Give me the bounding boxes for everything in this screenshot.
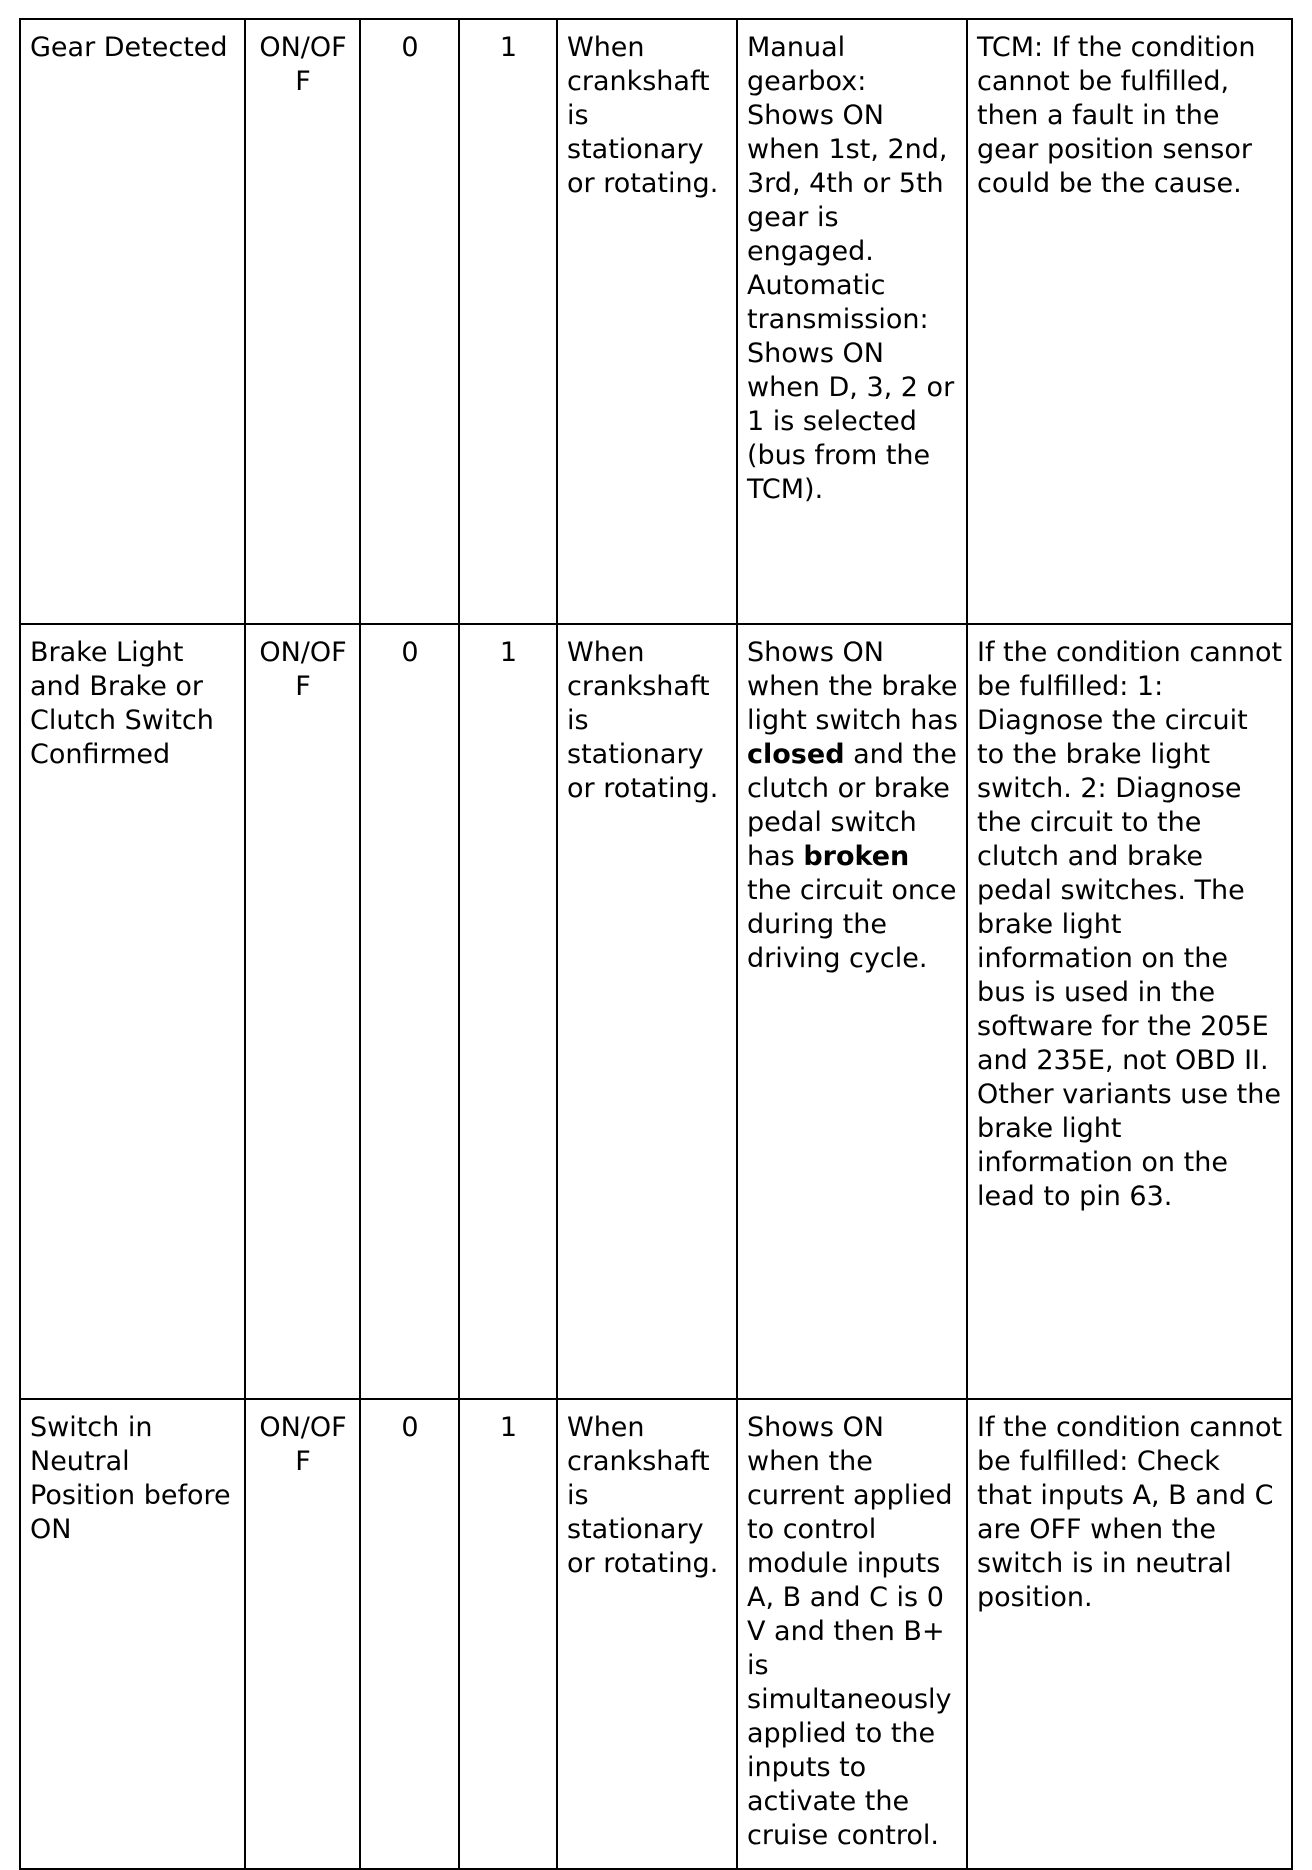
description-text: Manual gearbox: Shows ON when 1st, 2nd, 3rd, 4th or 5th gear is engaged. Automatic transmission: Shows ON when D, 3, 2 or 1 is selected (bus from the TCM).: [747, 32, 955, 505]
description-text: Shows ON when the current applied to control module inputs A, B and C is 0 V and then B+ is simultaneously applied to the inputs to activate the cruise control.: [747, 1412, 953, 1851]
description-emphasis: closed: [747, 739, 845, 770]
max-value-cell: 1: [459, 19, 557, 624]
table-row: [20, 19, 1292, 624]
min-value-cell: 0: [360, 19, 459, 624]
signal-name-cell: Brake Light and Brake or Clutch Switch Confirmed: [20, 624, 245, 1399]
description-cell: [737, 19, 967, 624]
description-cell: [737, 1399, 967, 1869]
notes-cell: TCM: If the condition cannot be fulfilled, then a fault in the gear position sensor could be the cause.: [967, 19, 1292, 624]
description-text: Shows ON when the brake light switch has: [747, 637, 958, 736]
table-row: [20, 624, 1292, 1399]
notes-cell: If the condition cannot be fulfilled: Check that inputs A, B and C are OFF when the switch is in neutral position.: [967, 1399, 1292, 1869]
condition-cell: When crankshaft is stationary or rotating.: [557, 624, 737, 1399]
description-text: the circuit once during the driving cycle.: [747, 875, 957, 974]
condition-cell: When crankshaft is stationary or rotating.: [557, 19, 737, 624]
description-emphasis: broken: [803, 841, 910, 872]
signal-table: [19, 18, 1293, 1870]
description-text: and the clutch or brake pedal switch has: [747, 739, 957, 872]
signal-name-cell: Switch in Neutral Position before ON: [20, 1399, 245, 1869]
signal-type-cell: ON/OFF: [245, 1399, 360, 1869]
signal-type-cell: ON/OFF: [245, 624, 360, 1399]
max-value-cell: 1: [459, 624, 557, 1399]
max-value-cell: 1: [459, 1399, 557, 1869]
min-value-cell: 0: [360, 624, 459, 1399]
description-cell: [737, 624, 967, 1399]
condition-cell: When crankshaft is stationary or rotating.: [557, 1399, 737, 1869]
notes-cell: If the condition cannot be fulfilled: 1: Diagnose the circuit to the brake light switch. 2: Diagnose the circuit to the clutch and brake pedal switches. The brake light information on the bus is used in the software for the 205E and 235E, not OBD II. Other variants use the brake light information on the lead to pin 63.: [967, 624, 1292, 1399]
table-row: [20, 1399, 1292, 1869]
signal-type-cell: ON/OFF: [245, 19, 360, 624]
signal-name-cell: Gear Detected: [20, 19, 245, 624]
min-value-cell: 0: [360, 1399, 459, 1869]
